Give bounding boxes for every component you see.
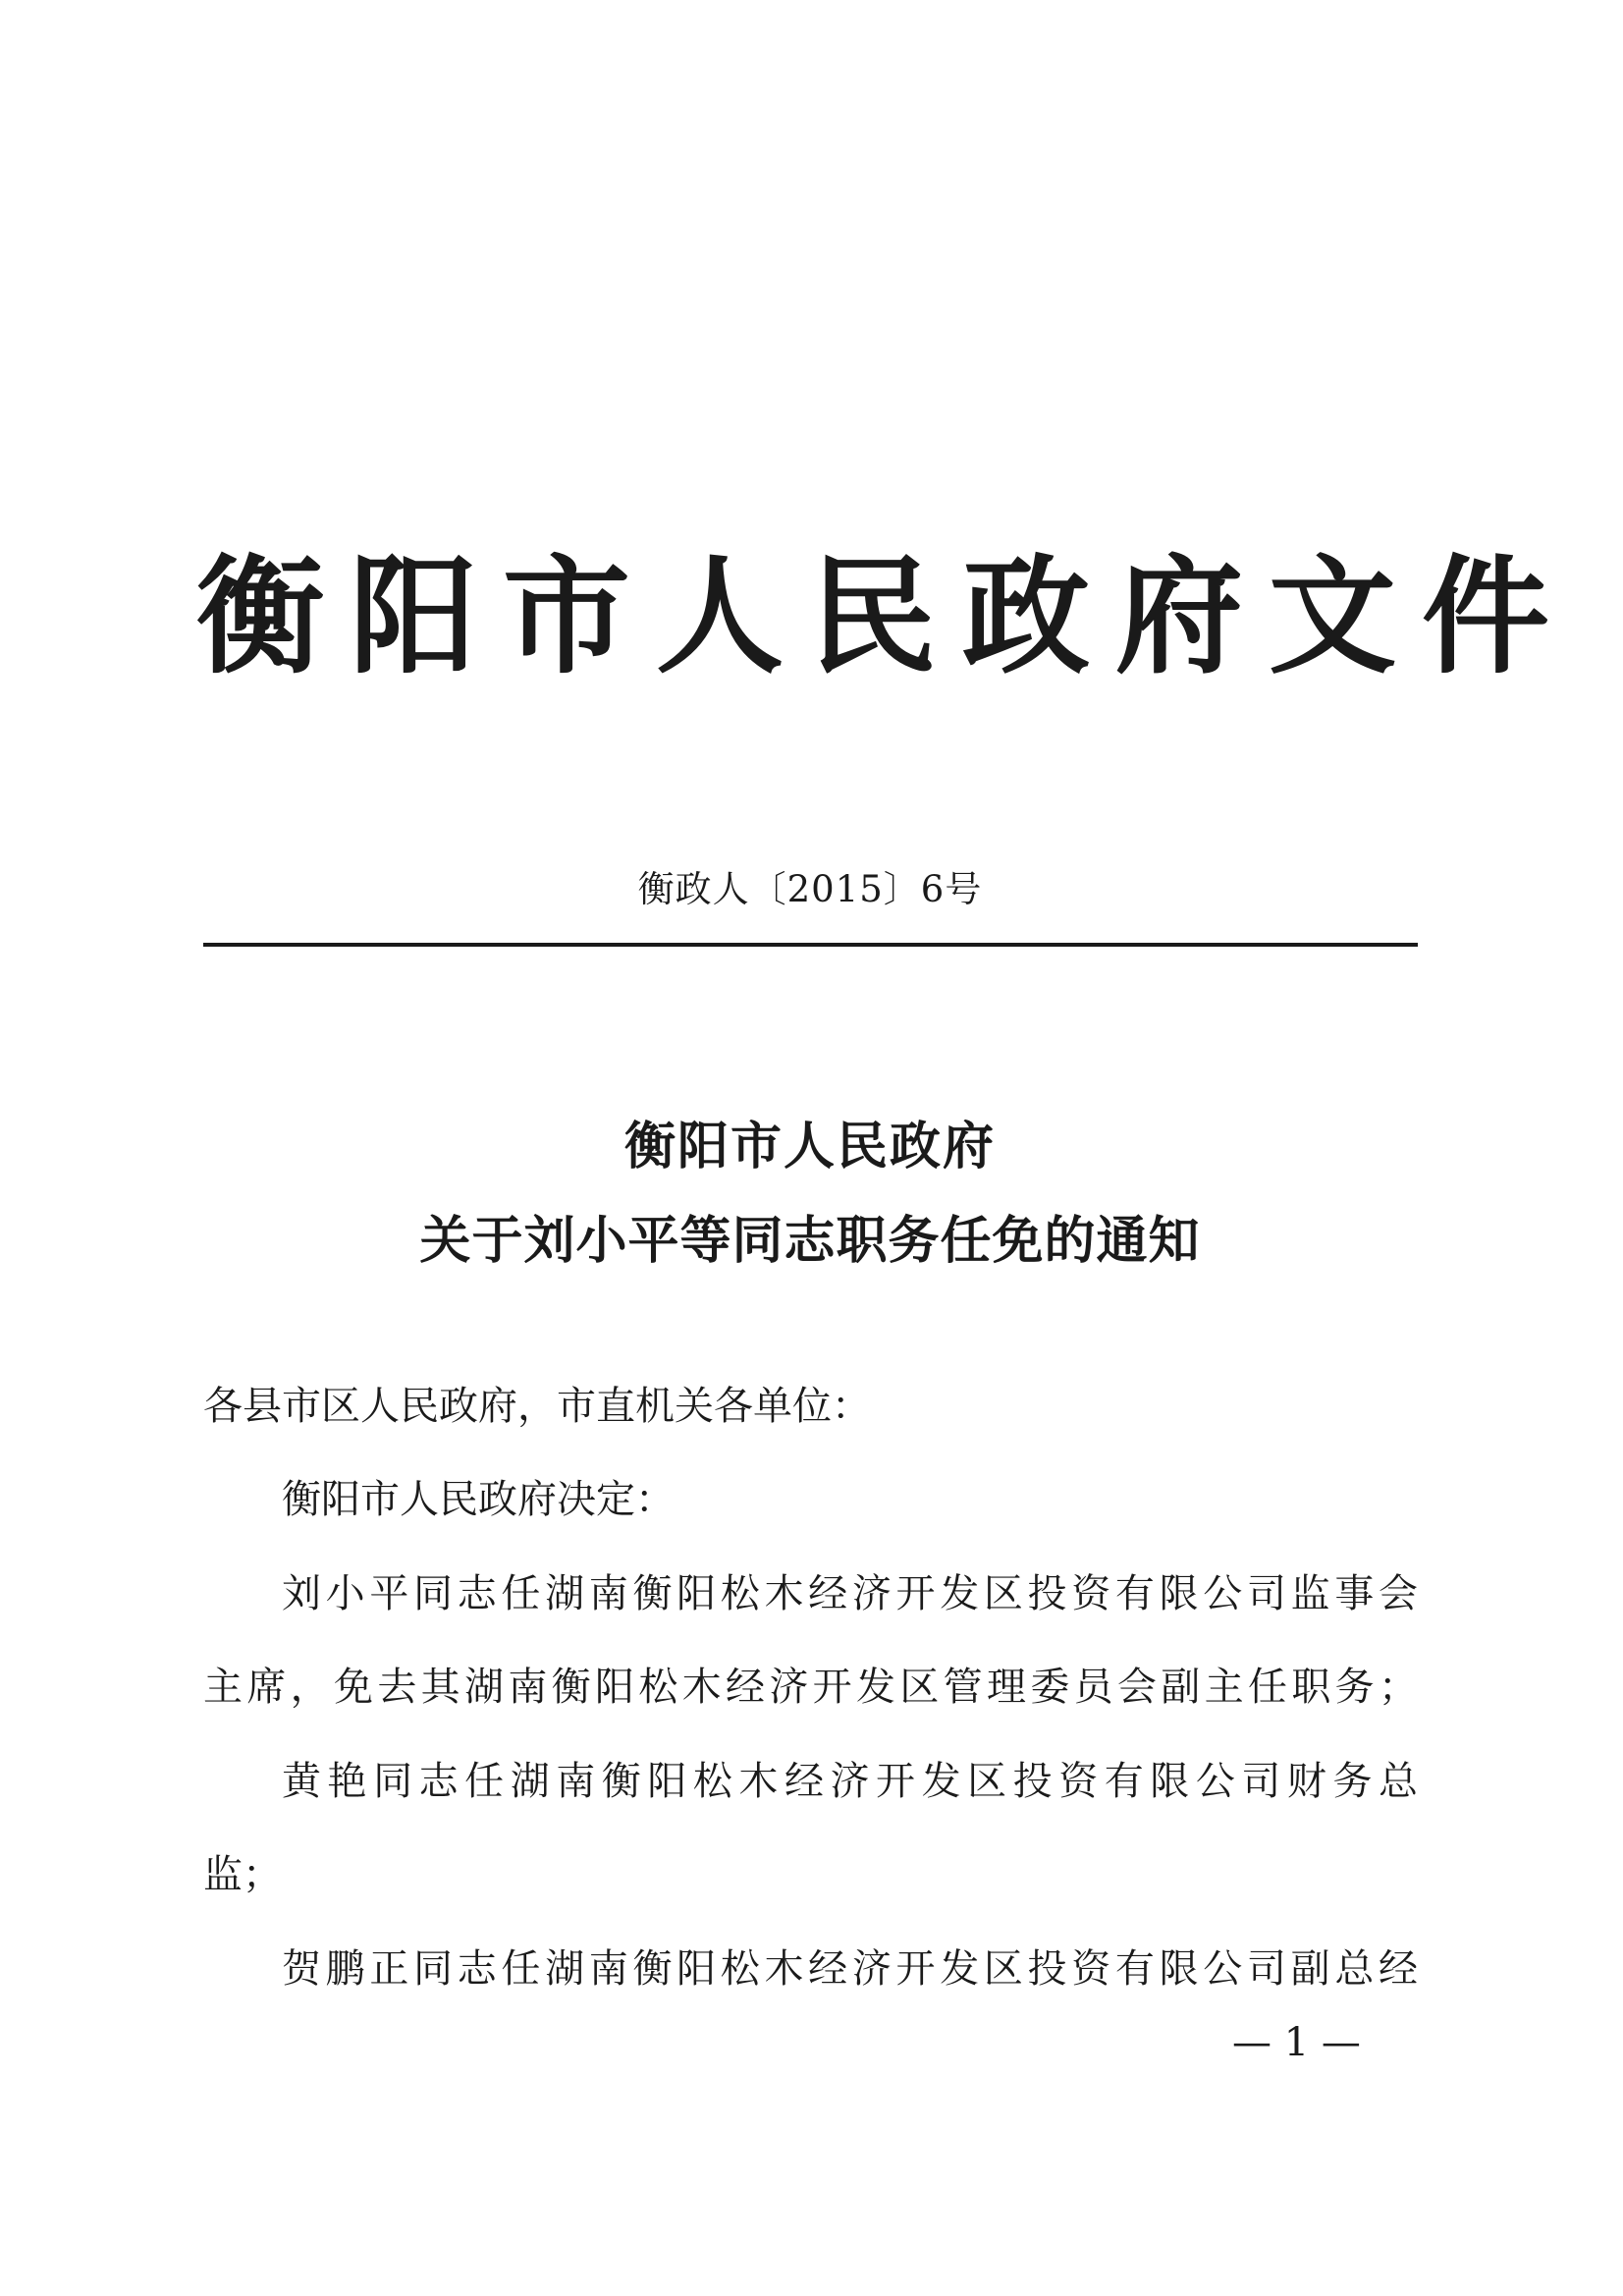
notice-title-line-1: 衡阳市人民政府 xyxy=(623,1117,996,1176)
document-number: 衡政人〔2015〕6号 xyxy=(637,868,983,910)
appointment-item-3-line-1: 贺鹏正同志任湖南衡阳松木经济开发区投资有限公司副总经 xyxy=(282,1946,1418,1992)
header-divider xyxy=(203,943,1418,947)
appointment-item-1-line-2: 主席，免去其湖南衡阳松木经济开发区管理委员会副主任职务； xyxy=(203,1665,1418,1710)
notice-title-line-2: 关于刘小平等同志职务任免的通知 xyxy=(419,1211,1201,1271)
page-number: — 1 — xyxy=(1232,2020,1361,2065)
appointment-item-2-line-1: 黄艳同志任湖南衡阳松木经济开发区投资有限公司财务总 xyxy=(282,1759,1418,1804)
decision-statement: 衡阳市人民政府决定： xyxy=(282,1477,675,1522)
appointment-item-2-line-2: 监； xyxy=(203,1852,282,1897)
salutation: 各县市区人民政府，市直机关各单位： xyxy=(203,1384,871,1429)
appointment-item-1-line-1: 刘小平同志任湖南衡阳松木经济开发区投资有限公司监事会 xyxy=(282,1571,1418,1616)
document-masthead: 衡阳市人民政府文件 xyxy=(196,541,1576,691)
